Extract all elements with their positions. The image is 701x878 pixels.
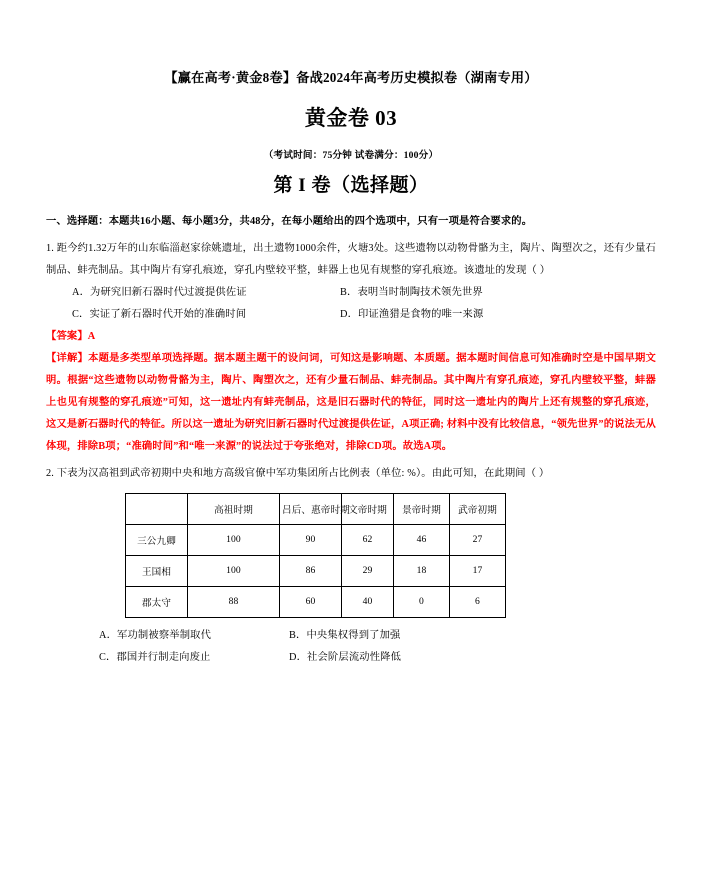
table-header-corner [126, 493, 188, 524]
military-merit-ratio-table [125, 493, 506, 618]
table-row [126, 524, 506, 555]
question-2-options-row-1 [99, 625, 656, 647]
question-2-table-wrapper [125, 493, 656, 618]
row-label-wangguoxiang: 王国相 [126, 555, 188, 586]
cell-r2c1: 60 [280, 586, 342, 617]
question-1-detail-text: 本题是多类型单项选择题。据本题主题干的设问词，可知这是影响题、本质题。据本题时间信息可知准确时空是中国早期文明。根据“这些遗物以动物骨骼为主，陶片、陶塑次之，还有少量石制品、蚌壳制品。其中陶片有穿孔痕迹，穿孔内壁较平整，蚌器上也见有规整的穿孔痕迹”可知，这一遗址内有蚌壳制品，这是旧石器时代的特征，同时这一遗址内的陶片上还有规整的穿孔痕迹，这又是新石器时代的特征。所以这一遗址为研究旧新石器时代过渡提供佐证，A项正确; 材料中没有比较信息，“领先世界”的说法无从体现，排除B项；“准确时间”和“唯一来源”的说法过于夸张绝对，排除CD项。故选A项。 [46, 352, 656, 452]
cell-r1c0: 100 [188, 555, 280, 586]
question-2-options [46, 625, 656, 669]
row-label-sangongjiuqing: 三公九卿 [126, 524, 188, 555]
section-intro-lead: 一、选择题： [46, 215, 109, 227]
cell-r2c4: 6 [450, 586, 506, 617]
section-intro [46, 211, 656, 233]
cell-r0c1: 90 [280, 524, 342, 555]
question-1-answer-value: A [87, 330, 96, 342]
question-2-option-c[interactable]: C．郡国并行制走向废止 [99, 651, 211, 663]
question-1-option-b[interactable]: B．表明当时制陶技术领先世界 [340, 286, 483, 298]
table-header-row [126, 493, 506, 524]
question-1-answer-line [46, 326, 656, 348]
table-header-wudi: 武帝初期 [450, 493, 506, 524]
section-intro-text: 本题共16小题、每小题3分，共48分，在每小题给出的四个选项中，只有一项是符合要求的。 [108, 215, 533, 227]
question-2-option-d[interactable]: D．社会阶层流动性降低 [289, 651, 402, 663]
table-row [126, 586, 506, 617]
document-content [46, 68, 656, 669]
row-label-juntaishou: 郡太守 [126, 586, 188, 617]
question-1-explanation [46, 326, 656, 458]
table-body [126, 524, 506, 617]
document-title: 【赢在高考·黄金8卷】备战2024年高考历史模拟卷（湖南专用） [164, 70, 538, 85]
section-title-heading: 第 I 卷（选择题） [273, 174, 429, 196]
question-1-stem [46, 238, 656, 282]
exam-meta-line: （考试时间：75分钟 试卷满分：100分） [263, 149, 439, 161]
answer-label: 【答案】 [46, 330, 88, 342]
question-1-option-a[interactable]: A．为研究旧新石器时代过渡提供佐证 [72, 286, 247, 298]
cell-r1c4: 17 [450, 555, 506, 586]
question-1-option-c[interactable]: C．实证了新石器时代开始的准确时间 [72, 308, 247, 320]
table-header-wendi: 文帝时期 [342, 493, 394, 524]
question-2-option-b[interactable]: B．中央集权得到了加强 [289, 629, 401, 641]
table-head [126, 493, 506, 524]
cell-r0c0: 100 [188, 524, 280, 555]
paper-name-heading: 黄金卷 03 [304, 105, 398, 130]
question-1-option-d[interactable]: D．印证渔猎是食物的唯一来源 [340, 308, 484, 320]
question-1-number: 1. [46, 242, 55, 254]
question-2-stem [46, 463, 656, 485]
table-header-gaozu: 高祖时期 [188, 493, 280, 524]
question-2-options-row-2 [99, 647, 656, 669]
cell-r1c1: 86 [280, 555, 342, 586]
question-1-options-row-1 [72, 282, 656, 304]
table-header-jingdi: 景帝时期 [394, 493, 450, 524]
cell-r2c3: 0 [394, 586, 450, 617]
cell-r0c4: 27 [450, 524, 506, 555]
table-header-lvhou-huidi: 吕后、惠帝时期 [280, 493, 342, 524]
question-2-option-a[interactable]: A．军功制被察举制取代 [99, 629, 212, 641]
question-1-options-row-2 [72, 304, 656, 326]
question-2-text: 下表为汉高祖到武帝初期中央和地方高级官僚中军功集团所占比例表（单位: %）。由此可知，在此期间（ ） [56, 467, 550, 479]
detail-label: 【详解】 [46, 352, 89, 364]
question-1-options [46, 282, 656, 326]
table-row [126, 555, 506, 586]
cell-r2c2: 40 [342, 586, 394, 617]
question-2-number: 2. [46, 467, 55, 479]
cell-r2c0: 88 [188, 586, 280, 617]
cell-r0c3: 46 [394, 524, 450, 555]
cell-r0c2: 62 [342, 524, 394, 555]
cell-r1c3: 18 [394, 555, 450, 586]
question-1-text: 距今约1.32万年的山东临淄赵家徐姚遗址，出土遗物1000余件，火塘3处。这些遗物以动物骨骼为主，陶片、陶塑次之，还有少量石制品、蚌壳制品。其中陶片有穿孔痕迹，穿孔内壁较平整，蚌器上也见有规整的穿孔痕迹。该遗址的发现（ ） [46, 242, 656, 276]
cell-r1c2: 29 [342, 555, 394, 586]
question-1-detail-line [46, 348, 656, 458]
